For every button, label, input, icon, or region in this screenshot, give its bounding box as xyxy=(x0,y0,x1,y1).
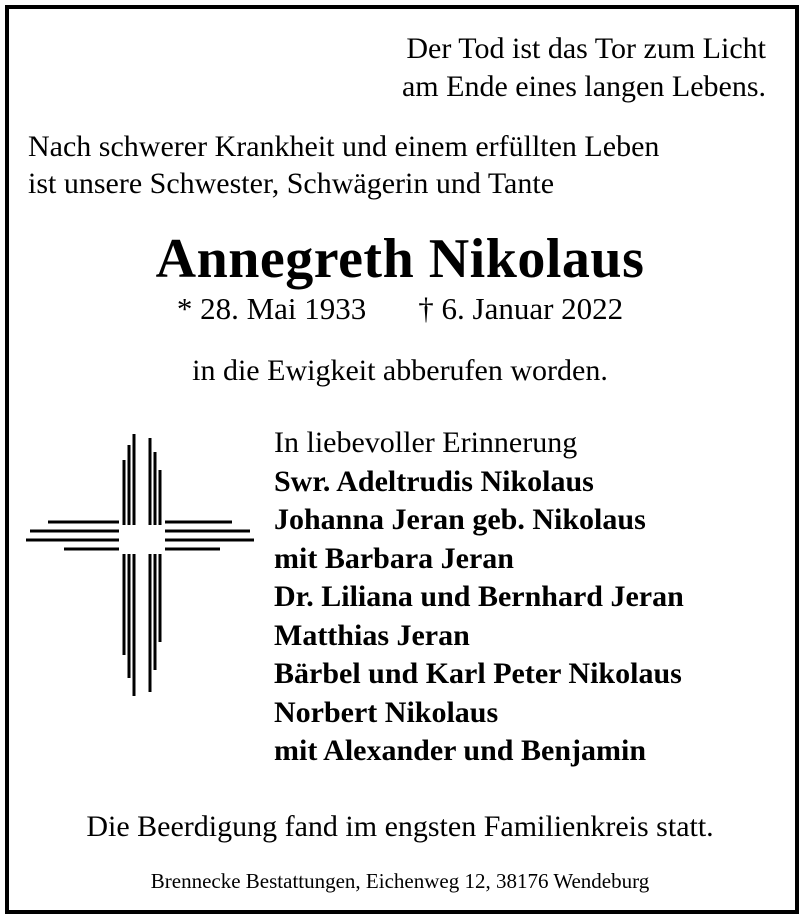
deceased-name: Annegreth Nikolaus xyxy=(155,228,645,290)
passing-text: in die Ewigkeit abberufen worden. xyxy=(192,354,608,387)
mourner-name: Matthias Jeran xyxy=(274,618,470,652)
mourner-name: mit Barbara Jeran xyxy=(274,541,514,575)
motto-line: Der Tod ist das Tor zum Licht xyxy=(406,32,766,65)
mourner-name: Swr. Adeltrudis Nikolaus xyxy=(274,464,594,498)
motto-verse xyxy=(402,30,766,106)
birth-date: * 28. Mai 1933 xyxy=(176,291,367,326)
life-dates xyxy=(0,290,800,328)
mourners-list xyxy=(274,424,684,771)
intro-line: ist unsere Schwester, Schwägerin und Tante xyxy=(28,167,555,200)
mourner-name: Dr. Liliana und Bernhard Jeran xyxy=(274,580,684,613)
stylized-cross-icon xyxy=(24,430,256,705)
intro-text xyxy=(28,128,659,202)
mourner-name: Johanna Jeran geb. Nikolaus xyxy=(274,503,646,536)
mourner-name: mit Alexander und Benjamin xyxy=(274,734,646,767)
motto-line: am Ende eines langen Lebens. xyxy=(401,70,766,103)
death-date: † 6. Januar 2022 xyxy=(418,291,624,326)
burial-note: Die Beerdigung fand im engsten Familienkreis statt. xyxy=(86,810,714,843)
undertaker-info: Brennecke Bestattungen, Eichenweg 12, 38176 Wendeburg xyxy=(150,869,650,893)
mourner-name: Norbert Nikolaus xyxy=(274,695,499,729)
intro-line: Nach schwerer Krankheit und einem erfüllten Leben xyxy=(28,130,660,163)
mourner-name: Bärbel und Karl Peter Nikolaus xyxy=(274,657,682,690)
mourners-lead: In liebevoller Erinnerung xyxy=(274,426,578,459)
